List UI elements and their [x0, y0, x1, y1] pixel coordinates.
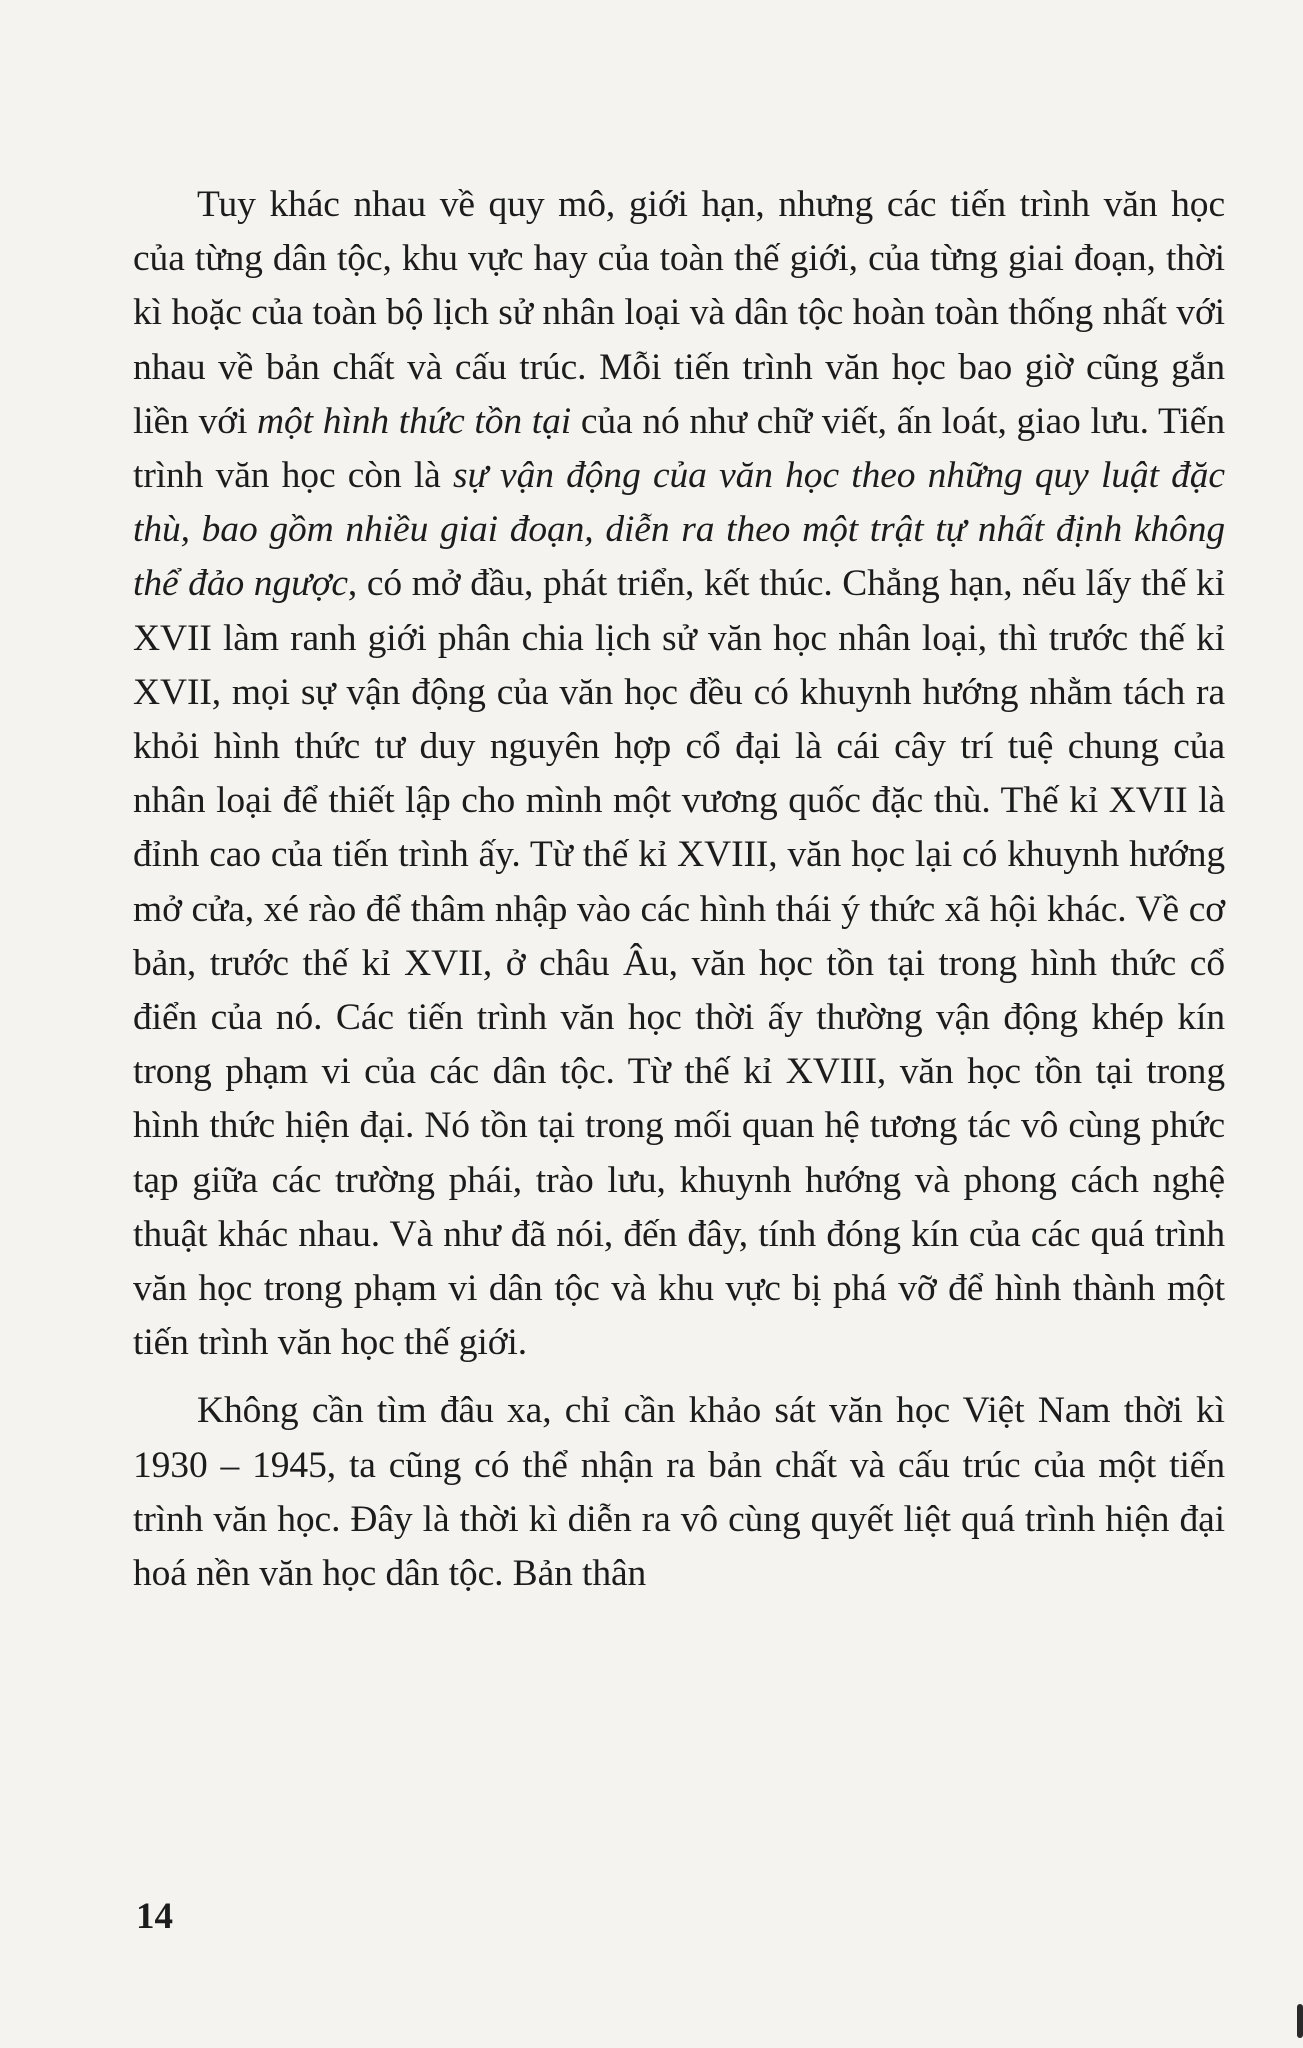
paragraph-1-italic-1: một hình thức tồn tại	[257, 400, 572, 442]
paragraph-1	[133, 178, 1225, 1370]
paragraph-2	[133, 1384, 1225, 1601]
scan-edge-mark	[1297, 2004, 1303, 2038]
page-number: 14	[136, 1896, 173, 1937]
paragraph-1-text-1: Tuy khác nhau về quy mô, giới hạn, nhưng các tiến trình văn học của từng dân tộc, khu vực hay của toàn thế giới, của từng giai đoạn, thời kì hoặc của toàn bộ lịch sử nhân loại và dân tộc hoàn toàn thống nhất với nhau về bản chất và cấu trúc. Mỗi tiến trình văn học bao giờ cũng gắn liền với	[133, 184, 1225, 442]
paragraph-1-text-3: , có mở đầu, phát triển, kết thúc. Chẳng hạn, nếu lấy thế kỉ XVII làm ranh giới phân chia lịch sử văn học nhân loại, thì trước thế kỉ XVII, mọi sự vận động của văn học đều có khuynh hướng nhằm tách ra khỏi hình thức tư duy nguyên hợp cổ đại là cái cây trí tuệ chung của nhân loại để thiết lập cho mình một vương quốc đặc thù. Thế kỉ XVII là đỉnh cao của tiến trình ấy. Từ thế kỉ XVIII, văn học lại có khuynh hướng mở cửa, xé rào để thâm nhập vào các hình thái ý thức xã hội khác. Về cơ bản, trước thế kỉ XVII, ở châu Âu, văn học tồn tại trong hình thức cổ điển của nó. Các tiến trình văn học thời ấy thường vận động khép kín trong phạm vi của các dân tộc. Từ thế kỉ XVIII, văn học tồn tại trong hình thức hiện đại. Nó tồn tại trong mối quan hệ tương tác vô cùng phức tạp giữa các trường phái, trào lưu, khuynh hướng và phong cách nghệ thuật khác nhau. Và như đã nói, đến đây, tính đóng kín của các quá trình văn học trong phạm vi dân tộc và khu vực bị phá vỡ để hình thành một tiến trình văn học thế giới.	[133, 563, 1226, 1364]
paragraph-1-italic-2: sự vận động của văn học theo những quy luật đặc thù, bao gồm nhiều giai đoạn, diễn ra theo một trật tự nhất định không thể đảo ngược	[133, 455, 1225, 605]
page-body	[133, 178, 1225, 1601]
paragraph-2-text-1: Không cần tìm đâu xa, chỉ cần khảo sát văn học Việt Nam thời kì 1930 – 1945, ta cũng có thể nhận ra bản chất và cấu trúc của một tiến trình văn học. Đây là thời kì diễn ra vô cùng quyết liệt quá trình hiện đại hoá nền văn học dân tộc. Bản thân	[133, 1390, 1225, 1595]
paragraph-1-text-2: của nó như chữ viết, ấn loát, giao lưu. Tiến trình văn học còn là	[133, 400, 1225, 497]
